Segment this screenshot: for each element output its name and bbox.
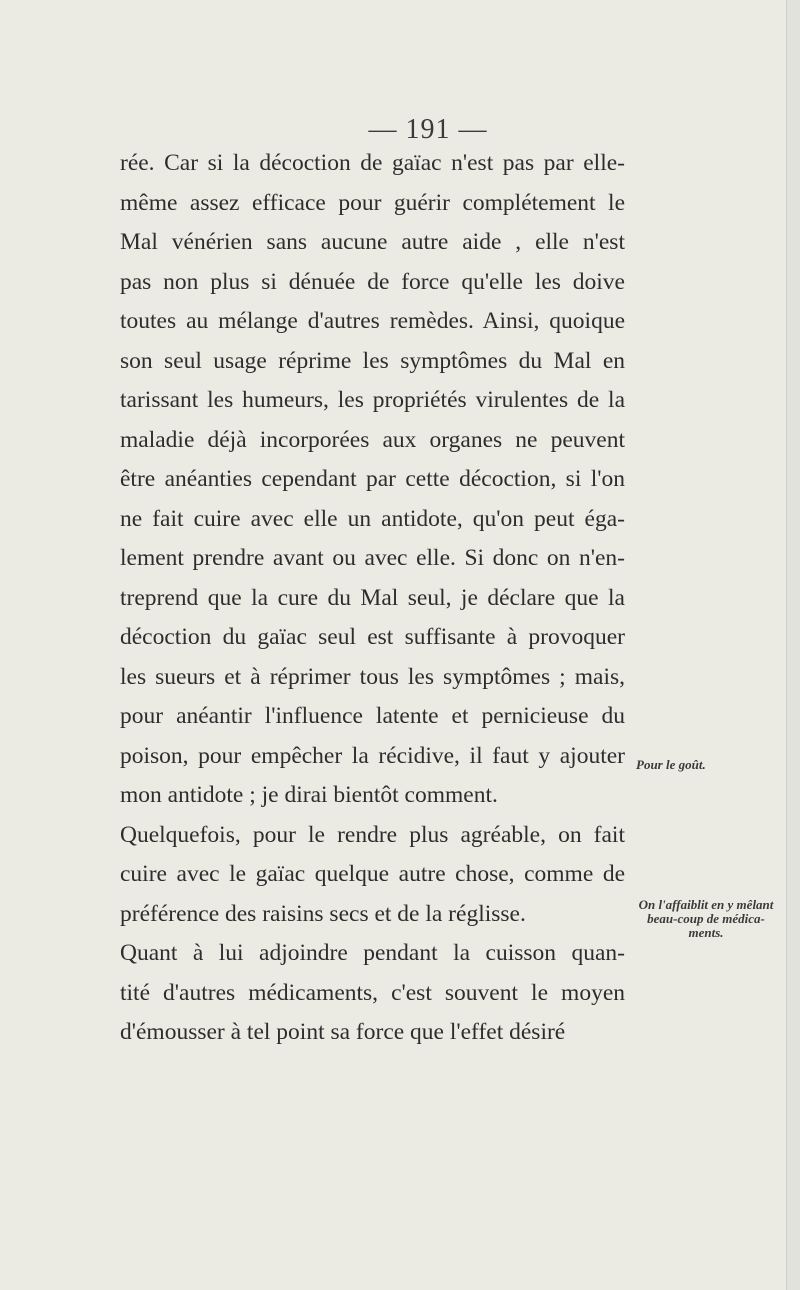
main-text	[120, 144, 625, 1053]
text-line: les sueurs et à réprimer tous les symptômes ; mais,	[120, 663, 625, 690]
page-edge	[786, 0, 800, 1290]
text-line: Mal vénérien sans aucune autre aide , elle n'est	[120, 229, 625, 255]
text-line: cuire avec le gaïac quelque autre chose, comme de	[120, 861, 625, 887]
text-line: mon antidote ; je dirai bientôt comment.	[120, 782, 498, 808]
text-line: ne fait cuire avec elle un antidote, qu'on peut éga-	[120, 505, 625, 532]
page-number: — 191 —	[368, 114, 488, 145]
text-line: tité d'autres médicaments, c'est souvent le moyen	[120, 979, 625, 1006]
text-line: Quant à lui adjoindre pendant la cuisson quan-	[120, 940, 625, 966]
text-line: d'émousser à tel point sa force que l'effet désiré	[120, 1019, 566, 1045]
text-line: son seul usage réprime les symptômes du Mal en	[120, 347, 625, 374]
text-line: toutes au mélange d'autres remèdes. Ainsi, quoique	[120, 308, 625, 334]
paragraph-3	[120, 934, 625, 1053]
paragraph-2	[120, 816, 625, 935]
text-line: pour anéantir l'influence latente et pernicieuse du	[120, 703, 625, 729]
text-line: tarissant les humeurs, les propriétés virulentes de la	[120, 387, 625, 413]
paragraph-1	[120, 144, 625, 816]
text-line: lement prendre avant ou avec elle. Si donc on n'en-	[120, 545, 625, 571]
text-line: être anéanties cependant par cette décoction, si l'on	[120, 466, 625, 492]
text-line: Quelquefois, pour le rendre plus agréable, on fait	[120, 821, 625, 848]
text-line: poison, pour empêcher la récidive, il faut y ajouter	[120, 742, 625, 769]
text-line: rée. Car si la décoction de gaïac n'est pas par elle-	[120, 150, 625, 176]
text-line: décoction du gaïac seul est suffisante à provoquer	[120, 624, 625, 650]
text-line: même assez efficace pour guérir complétement le	[120, 189, 625, 216]
text-line: treprend que la cure du Mal seul, je déclare que la	[120, 584, 625, 611]
margin-note: Pour le goût.	[636, 757, 706, 772]
text-line: pas non plus si dénuée de force qu'elle les doive	[120, 268, 625, 295]
margin-note: On l'affaiblit en y mêlant beau-coup de médica-ments.	[638, 897, 774, 940]
text-line: maladie déjà incorporées aux organes ne peuvent	[120, 426, 625, 453]
text-line: préférence des raisins secs et de la réglisse.	[120, 900, 526, 927]
